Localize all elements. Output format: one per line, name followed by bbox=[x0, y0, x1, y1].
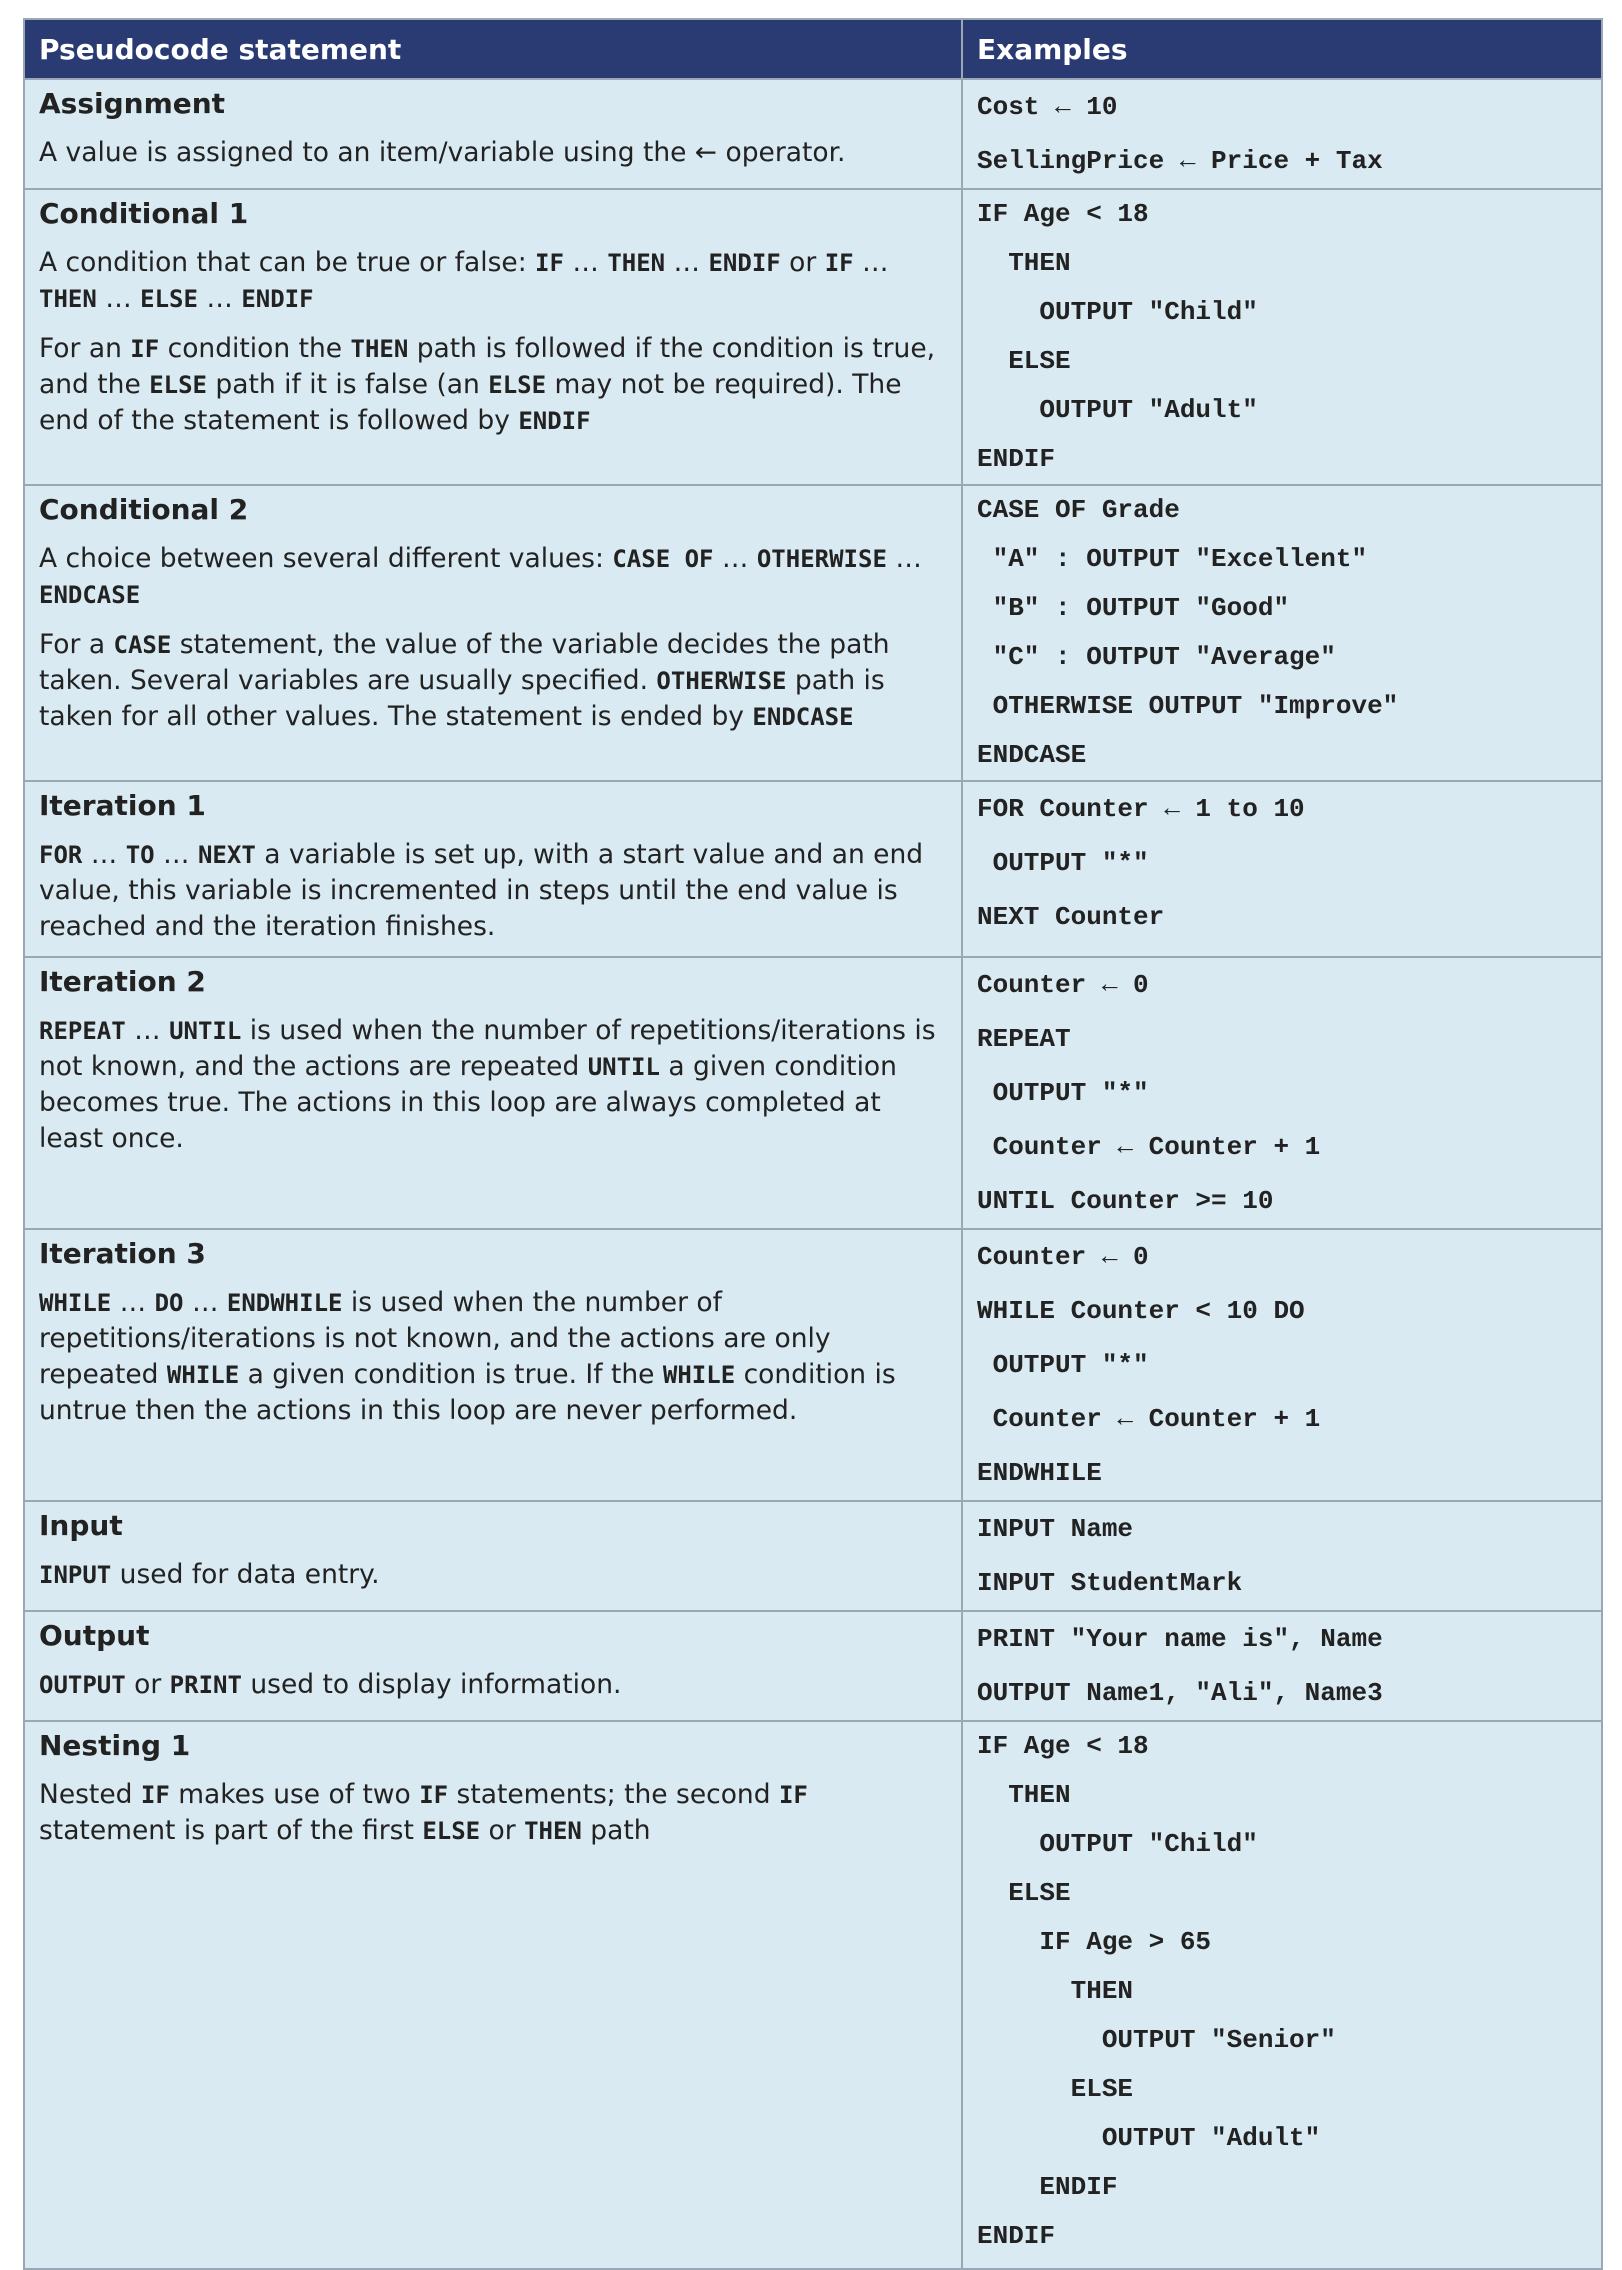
keyword: IF bbox=[140, 1781, 170, 1809]
header-statement: Pseudocode statement bbox=[24, 19, 962, 79]
keyword: ELSE bbox=[149, 371, 207, 399]
keyword: IF bbox=[130, 335, 160, 363]
example-cell bbox=[962, 485, 1602, 781]
description-text: … bbox=[82, 839, 126, 870]
header-row bbox=[24, 19, 1602, 79]
keyword: UNTIL bbox=[587, 1053, 660, 1081]
keyword: UNTIL bbox=[169, 1017, 242, 1045]
code-line: UNTIL Counter >= 10 bbox=[977, 1186, 1274, 1216]
code-line: ELSE bbox=[977, 346, 1071, 376]
keyword: FOR bbox=[39, 841, 83, 869]
header-examples: Examples bbox=[962, 19, 1602, 79]
statement-title: Conditional 1 bbox=[39, 197, 249, 230]
table-row bbox=[24, 781, 1602, 957]
statement-cell bbox=[24, 189, 962, 485]
keyword: OTHERWISE bbox=[756, 545, 887, 573]
statement-title: Assignment bbox=[39, 87, 226, 120]
code-line: INPUT Name bbox=[977, 1514, 1134, 1544]
description-text: is used when the number of repetitions/iterations is not known, and the actions are only repeated bbox=[39, 1287, 831, 1390]
table-row bbox=[24, 1721, 1602, 2269]
example-cell bbox=[962, 79, 1602, 189]
code-line: "B" : OUTPUT "Good" bbox=[977, 593, 1290, 623]
description-text: path is taken for all other values. The statement is ended by bbox=[39, 665, 885, 732]
statement-title: Iteration 3 bbox=[39, 1237, 206, 1270]
description-text: … bbox=[154, 839, 198, 870]
table-row bbox=[24, 79, 1602, 189]
keyword: DO bbox=[154, 1289, 184, 1317]
code-line: SellingPrice ← Price + Tax bbox=[977, 146, 1383, 176]
code-line: OUTPUT "Child" bbox=[977, 1829, 1258, 1859]
code-line: Counter ← Counter + 1 bbox=[977, 1404, 1321, 1434]
statement-description bbox=[39, 1777, 947, 1849]
code-line: OUTPUT "Adult" bbox=[977, 395, 1258, 425]
keyword: THEN bbox=[350, 335, 409, 363]
description-text: path is followed if the condition is true, and the bbox=[39, 333, 936, 400]
code-line: NEXT Counter bbox=[977, 902, 1165, 932]
code-line: ENDIF bbox=[977, 444, 1056, 474]
code-line: ENDCASE bbox=[977, 740, 1087, 770]
statement-description bbox=[39, 1667, 947, 1703]
keyword: IF bbox=[778, 1781, 808, 1809]
keyword: WHILE bbox=[39, 1289, 112, 1317]
table-header bbox=[24, 19, 1602, 79]
keyword: THEN bbox=[607, 249, 666, 277]
keyword: ENDIF bbox=[518, 407, 591, 435]
description-text: a given condition becomes true. The actions in this loop are always completed at least once. bbox=[39, 1051, 897, 1154]
description-text: operator. bbox=[717, 137, 846, 168]
statement-description bbox=[39, 331, 947, 439]
description-text: … bbox=[183, 1287, 227, 1318]
code-line: PRINT "Your name is", Name bbox=[977, 1624, 1383, 1654]
keyword: PRINT bbox=[169, 1671, 242, 1699]
code-line: OUTPUT Name1, "Ali", Name3 bbox=[977, 1678, 1383, 1708]
keyword: CASE OF bbox=[612, 545, 714, 573]
code-line: Cost ← 10 bbox=[977, 92, 1118, 122]
description-text: may not be required). The end of the statement is followed by bbox=[39, 369, 902, 436]
description-text: a given condition is true. If the bbox=[239, 1359, 663, 1390]
keyword: ELSE bbox=[422, 1817, 481, 1845]
keyword: IF bbox=[535, 249, 564, 277]
code-line: THEN bbox=[977, 1780, 1071, 1810]
code-line: ENDIF bbox=[977, 2221, 1056, 2251]
statement-cell bbox=[24, 781, 962, 957]
code-line: ENDIF bbox=[977, 2172, 1118, 2202]
description-text: … bbox=[96, 283, 141, 314]
code-line: THEN bbox=[977, 1976, 1134, 2006]
table-row bbox=[24, 1501, 1602, 1611]
description-text: A value is assigned to an item/variable using the bbox=[39, 137, 695, 168]
keyword: ENDCASE bbox=[39, 581, 141, 609]
example-cell bbox=[962, 781, 1602, 957]
keyword: NEXT bbox=[197, 841, 256, 869]
keyword: ELSE bbox=[488, 371, 547, 399]
code-line: IF Age < 18 bbox=[977, 199, 1149, 229]
description-text: … bbox=[713, 543, 757, 574]
statement-title: Nesting 1 bbox=[39, 1729, 191, 1762]
code-line: ENDWHILE bbox=[977, 1458, 1102, 1488]
statement-description bbox=[39, 837, 947, 945]
description-text: … bbox=[563, 247, 608, 278]
description-text: is used when the number of repetitions/iterations is not known, and the actions are repeated bbox=[39, 1015, 936, 1082]
keyword: ENDCASE bbox=[752, 703, 854, 731]
code-line: THEN bbox=[977, 248, 1071, 278]
statement-cell bbox=[24, 1501, 962, 1611]
code-line: Counter ← 0 bbox=[977, 1242, 1149, 1272]
keyword: IF bbox=[824, 249, 854, 277]
table-row bbox=[24, 485, 1602, 781]
keyword: ENDIF bbox=[708, 249, 781, 277]
table-body bbox=[24, 79, 1602, 2269]
description-text: … bbox=[665, 247, 709, 278]
statement-description bbox=[39, 1013, 947, 1157]
example-cell bbox=[962, 1229, 1602, 1501]
code-line: OUTPUT "Senior" bbox=[977, 2025, 1336, 2055]
code-line: FOR Counter ← 1 to 10 bbox=[977, 794, 1305, 824]
table-row bbox=[24, 957, 1602, 1229]
statement-cell bbox=[24, 79, 962, 189]
statement-cell bbox=[24, 957, 962, 1229]
description-text: … bbox=[886, 543, 922, 574]
code-line: OUTPUT "*" bbox=[977, 848, 1149, 878]
description-text: For an bbox=[39, 333, 131, 364]
statement-description bbox=[39, 135, 947, 171]
description-text: path bbox=[581, 1815, 651, 1846]
statement-cell bbox=[24, 1721, 962, 2269]
keyword: ENDIF bbox=[241, 285, 314, 313]
statement-description bbox=[39, 1285, 947, 1429]
statement-title: Iteration 1 bbox=[39, 789, 206, 822]
description-text: A choice between several different values: bbox=[39, 543, 613, 574]
description-text: … bbox=[853, 247, 889, 278]
keyword: INPUT bbox=[39, 1561, 112, 1589]
code-line: "A" : OUTPUT "Excellent" bbox=[977, 544, 1368, 574]
keyword: TO bbox=[125, 841, 155, 869]
code-line: ELSE bbox=[977, 2074, 1134, 2104]
description-text: … bbox=[111, 1287, 155, 1318]
code-line: REPEAT bbox=[977, 1024, 1071, 1054]
example-cell bbox=[962, 1721, 1602, 2269]
statement-description bbox=[39, 627, 947, 735]
keyword: OUTPUT bbox=[39, 1671, 126, 1699]
statement-cell bbox=[24, 1611, 962, 1721]
statement-title: Input bbox=[39, 1509, 123, 1542]
description-text: A condition that can be true or false: bbox=[39, 247, 536, 278]
statement-description bbox=[39, 1557, 947, 1593]
description-text: used for data entry. bbox=[111, 1559, 380, 1590]
code-line: IF Age < 18 bbox=[977, 1731, 1149, 1761]
statement-description bbox=[39, 245, 947, 317]
statement-description bbox=[39, 541, 947, 613]
keyword: OTHERWISE bbox=[656, 667, 787, 695]
keyword: REPEAT bbox=[39, 1017, 126, 1045]
pseudocode-table bbox=[23, 18, 1603, 2270]
description-text: or bbox=[480, 1815, 525, 1846]
description-text: a variable is set up, with a start value and an end value, this variable is incremented in steps until the end value is reached and the iteration finishes. bbox=[39, 839, 924, 942]
keyword: WHILE bbox=[662, 1361, 736, 1389]
code-line: OUTPUT "*" bbox=[977, 1350, 1149, 1380]
keyword: ELSE bbox=[140, 285, 198, 313]
code-line: ELSE bbox=[977, 1878, 1071, 1908]
table-row bbox=[24, 189, 1602, 485]
description-text: statements; the second bbox=[448, 1779, 779, 1810]
example-cell bbox=[962, 1611, 1602, 1721]
example-cell bbox=[962, 189, 1602, 485]
keyword: IF bbox=[419, 1781, 449, 1809]
statement-cell bbox=[24, 1229, 962, 1501]
description-text: Nested bbox=[39, 1779, 141, 1810]
table-row bbox=[24, 1229, 1602, 1501]
keyword: THEN bbox=[524, 1817, 582, 1845]
code-line: Counter ← 0 bbox=[977, 970, 1149, 1000]
example-cell bbox=[962, 1501, 1602, 1611]
keyword: THEN bbox=[39, 285, 97, 313]
description-text: or bbox=[125, 1669, 170, 1700]
code-line: IF Age > 65 bbox=[977, 1927, 1212, 1957]
code-line: "C" : OUTPUT "Average" bbox=[977, 642, 1336, 672]
description-text: path if it is false (an bbox=[207, 369, 489, 400]
example-cell bbox=[962, 957, 1602, 1229]
description-text: statement is part of the first bbox=[39, 1815, 423, 1846]
description-text: ← bbox=[694, 137, 718, 168]
description-text: condition the bbox=[159, 333, 351, 364]
keyword: CASE bbox=[113, 631, 172, 659]
description-text: … bbox=[125, 1015, 170, 1046]
statement-title: Output bbox=[39, 1619, 150, 1652]
keyword: ENDWHILE bbox=[226, 1289, 343, 1317]
code-line: OUTPUT "Child" bbox=[977, 297, 1258, 327]
code-line: INPUT StudentMark bbox=[977, 1568, 1243, 1598]
code-line: WHILE Counter < 10 DO bbox=[977, 1296, 1305, 1326]
description-text: used to display information. bbox=[241, 1669, 622, 1700]
description-text: statement, the value of the variable decides the path taken. Several variables are usually specified. bbox=[39, 629, 890, 696]
description-text: condition is untrue then the actions in this loop are never performed. bbox=[39, 1359, 896, 1426]
statement-cell bbox=[24, 485, 962, 781]
table-row bbox=[24, 1611, 1602, 1721]
keyword: WHILE bbox=[166, 1361, 240, 1389]
statement-title: Iteration 2 bbox=[39, 965, 206, 998]
code-line: OUTPUT "Adult" bbox=[977, 2123, 1321, 2153]
code-line: Counter ← Counter + 1 bbox=[977, 1132, 1321, 1162]
description-text: … bbox=[197, 283, 242, 314]
description-text: makes use of two bbox=[169, 1779, 420, 1810]
code-line: CASE OF Grade bbox=[977, 495, 1180, 525]
description-text: or bbox=[780, 247, 825, 278]
code-line: OUTPUT "*" bbox=[977, 1078, 1149, 1108]
description-text: For a bbox=[39, 629, 114, 660]
code-line: OTHERWISE OUTPUT "Improve" bbox=[977, 691, 1399, 721]
statement-title: Conditional 2 bbox=[39, 493, 249, 526]
